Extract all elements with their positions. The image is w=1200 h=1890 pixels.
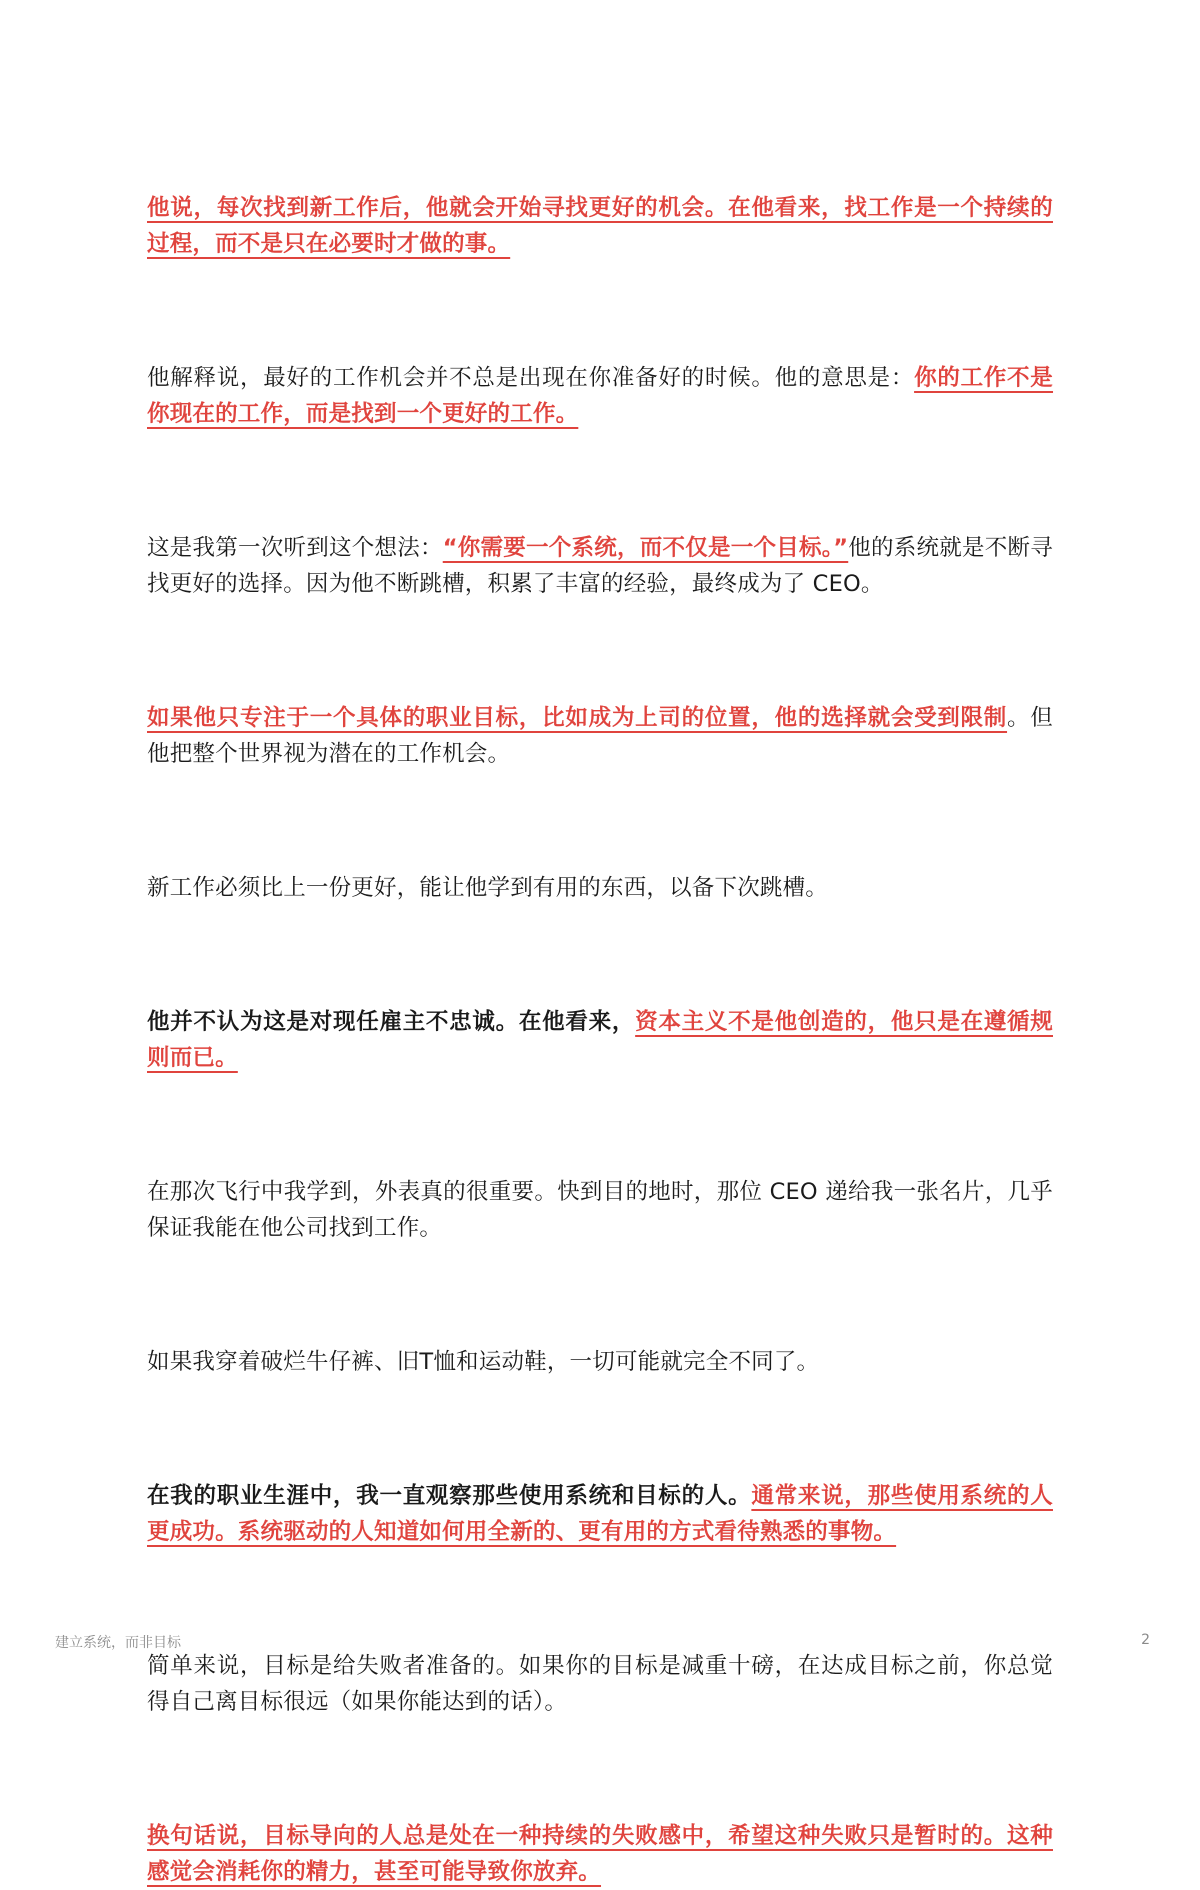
- document-body: [147, 190, 1053, 1890]
- highlight-text: 你的工作不是你现在的工作，而是找到一个更好的工作。: [147, 365, 1054, 427]
- paragraph-7: [147, 1174, 1053, 1246]
- body-text: 他的系统就是不断寻找更好的选择。因为他不断跳槽，积累了丰富的经验，最终成为了 CEO。: [147, 535, 1053, 597]
- paragraph-6: [147, 1004, 1053, 1076]
- paragraph-1: [147, 190, 1053, 262]
- paragraph-9: [147, 1478, 1053, 1550]
- body-text: 他解释说，最好的工作机会并不总是出现在你准备好的时候。他的意思是：: [147, 365, 915, 391]
- paragraph-3: [147, 530, 1053, 602]
- highlight-text: 他说，每次找到新工作后，他就会开始寻找更好的机会。在他看来，找工作是一个持续的过程，而不是只在必要时才做的事。: [147, 195, 1053, 257]
- paragraph-5: [147, 870, 1053, 906]
- highlight-text: “你需要一个系统，而不仅是一个目标。”: [442, 535, 849, 561]
- highlight-text: 通常来说，那些使用系统的人更成功。系统驱动的人知道如何用全新的、更有用的方式看待熟悉的事物。: [147, 1483, 1053, 1545]
- bold-text: 他并不认为这是对现任雇主不忠诚。在他看来，: [147, 1009, 636, 1035]
- body-text: 这是我第一次听到这个想法：: [147, 535, 443, 561]
- paragraph-8: [147, 1344, 1053, 1380]
- paragraph-4: [147, 700, 1053, 772]
- footer-title: 建立系统，而非目标: [55, 1635, 181, 1651]
- body-text: 如果我穿着破烂牛仔裤、旧T恤和运动鞋，一切可能就完全不同了。: [147, 1349, 820, 1375]
- highlight-text: 如果他只专注于一个具体的职业目标，比如成为上司的位置，他的选择就会受到限制: [147, 705, 1008, 731]
- body-text: 在那次飞行中我学到，外表真的很重要。快到目的地时，那位 CEO 递给我一张名片，几乎保证我能在他公司找到工作。: [147, 1179, 1053, 1241]
- highlight-text: 资本主义不是他创造的，他只是在遵循规则而已。: [147, 1009, 1053, 1071]
- paragraph-11: [147, 1818, 1053, 1890]
- highlight-text: 换句话说，目标导向的人总是处在一种持续的失败感中，希望这种失败只是暂时的。这种感觉会消耗你的精力，甚至可能导致你放弃。: [147, 1823, 1053, 1885]
- bold-text: 在我的职业生涯中，我一直观察那些使用系统和目标的人。: [147, 1483, 752, 1509]
- body-text: 简单来说，目标是给失败者准备的。如果你的目标是减重十磅，在达成目标之前，你总觉得自己离目标很远（如果你能达到的话）。: [147, 1653, 1053, 1715]
- body-text: 。但他把整个世界视为潜在的工作机会。: [147, 705, 1053, 767]
- paragraph-2: [147, 360, 1053, 432]
- page-number: 2: [1141, 1632, 1150, 1648]
- body-text: 新工作必须比上一份更好，能让他学到有用的东西，以备下次跳槽。: [147, 875, 829, 901]
- paragraph-10: [147, 1648, 1053, 1720]
